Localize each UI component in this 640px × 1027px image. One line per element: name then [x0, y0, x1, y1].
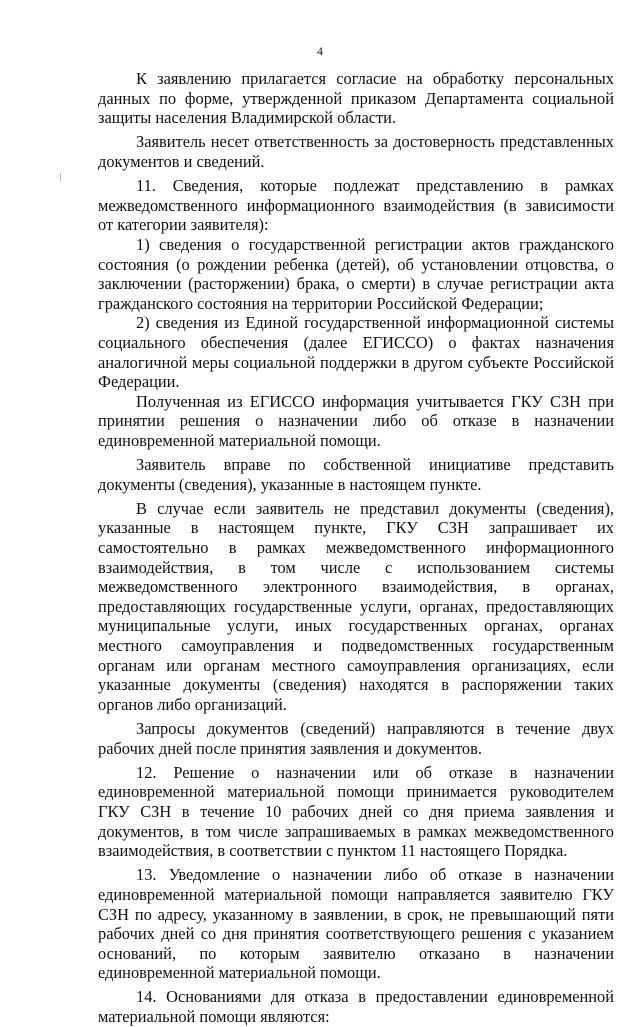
- document-body: [98, 69, 614, 1027]
- paragraph-item-14: 14. Основаниями для отказа в предоставлении единовременной материальной помощи являются:: [98, 987, 614, 1027]
- margin-mark: [60, 173, 61, 181]
- paragraph-interagency-request: В случае если заявитель не представил документы (сведения), указанные в настоящем пункте, ГКУ СЗН запрашивает их самостоятельно в рамках межведомственного информационного взаимодействия, в том числе с использованием системы межведомственного электронного взаимодействия, в органах, предоставляющих государственные услуги, органах, предоставляющих муниципальные услуги, иных государственных органах, органах местного самоуправления и подведомственных государственным органам или органам местного самоуправления организациях, если указанные документы (сведения) находятся в распоряжении таких органов либо организаций.: [98, 498, 614, 714]
- paragraph-responsibility: Заявитель несет ответственность за достоверность представленных документов и сведений.: [98, 132, 614, 171]
- paragraph-egisso-info: Полученная из ЕГИССО информация учитывается ГКУ СЗН при принятии решения о назначении либо об отказе в назначении единовременной материальной помощи.: [98, 391, 614, 450]
- paragraph-own-initiative: Заявитель вправе по собственной инициативе представить документы (сведения), указанные в настоящем пункте.: [98, 455, 614, 494]
- paragraph-request-deadline: Запросы документов (сведений) направляются в течение двух рабочих дней после принятия заявления и документов.: [98, 718, 614, 758]
- paragraph-subitem-2: 2) сведения из Единой государственной информационной системы социального обеспечения (далее ЕГИССО) о фактах назначения аналогичной меры социальной поддержки в другом субъекте Российской Федерации.: [98, 313, 614, 392]
- paragraph-consent: К заявлению прилагается согласие на обработку персональных данных по форме, утвержденной приказом Департамента социальной защиты населения Владимирской области.: [98, 69, 614, 128]
- paragraph-item-12: 12. Решение о назначении или об отказе в назначении единовременной материальной помощи принимается руководителем ГКУ СЗН в течение 10 рабочих дней со дня приема заявления и документов, в том числе запрашиваемых в рамках межведомственного взаимодействия, в соответствии с пунктом 11 настоящего Порядка.: [98, 762, 614, 861]
- page-number: 4: [317, 44, 323, 58]
- paragraph-item-13: 13. Уведомление о назначении либо об отказе в назначении единовременной материальной помощи направляется заявителю ГКУ СЗН по адресу, указанному в заявлении, в срок, не превышающий пяти рабочих дней со дня принятия соответствующего решения с указанием оснований, по которым заявителю отказано в назначении единовременной материальной помощи.: [98, 865, 614, 983]
- paragraph-subitem-1: 1) сведения о государственной регистрации актов гражданского состояния (о рождении ребенка (детей), об установлении отцовства, о заключении (расторжении) брака, о смерти) в случае регистрации акта гражданского состояния на территории Российской Федерации;: [98, 234, 614, 313]
- paragraph-item-11: 11. Сведения, которые подлежат представлению в рамках межведомственного информационного взаимодействия (в зависимости от категории заявителя):: [98, 176, 614, 235]
